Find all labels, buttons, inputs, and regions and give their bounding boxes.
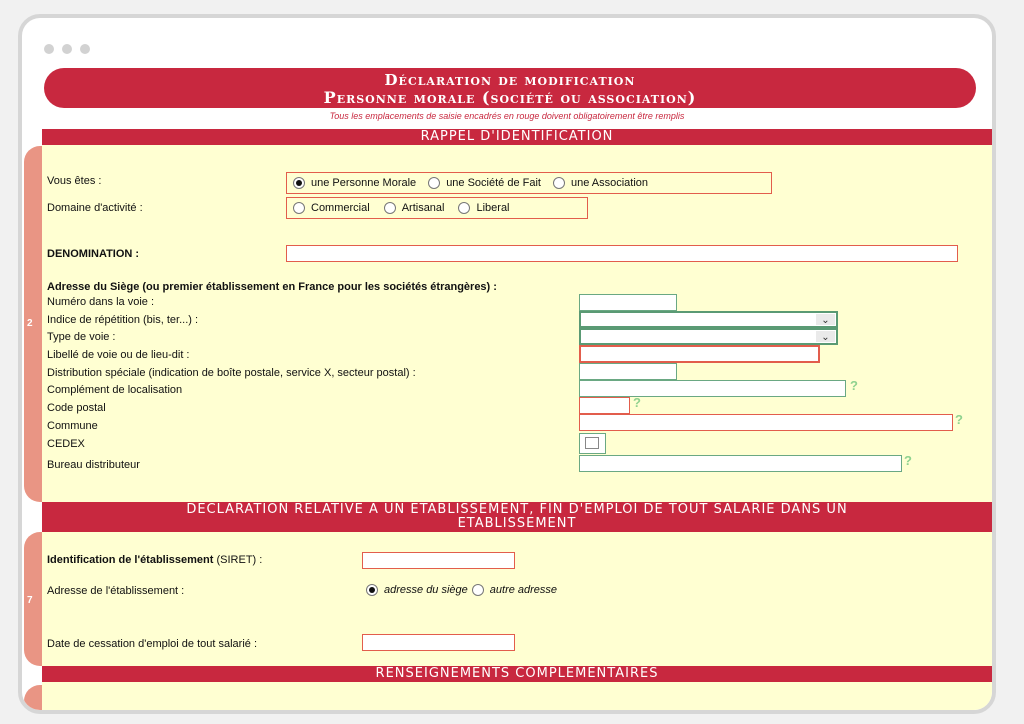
- denomination-input[interactable]: [286, 245, 958, 262]
- libelle-input[interactable]: [579, 345, 820, 363]
- chevron-down-icon[interactable]: ⌄: [816, 331, 835, 342]
- section-tab-identification: [24, 146, 42, 502]
- radio-label: Commercial: [311, 202, 370, 214]
- complement-input[interactable]: [579, 380, 846, 397]
- radio-unchecked-icon[interactable]: [384, 202, 396, 214]
- page-title-line1: Déclaration de modification: [384, 71, 636, 89]
- section-body-complementaires: [42, 682, 992, 714]
- distribution-input[interactable]: [579, 363, 677, 380]
- help-icon[interactable]: ?: [633, 395, 641, 410]
- adresse-etablissement-radio-group: [366, 584, 569, 596]
- siret-label-bold: Identification de l'établissement: [47, 554, 214, 566]
- section-tab-etablissement: [24, 532, 42, 666]
- cedex-label: CEDEX: [47, 438, 85, 450]
- radio-commercial[interactable]: [293, 202, 370, 214]
- section-body-etablissement: [42, 532, 992, 666]
- page-title-line2: Personne morale (société ou association): [323, 88, 697, 107]
- section-heading-complementaires: RENSEIGNEMENTS COMPLEMENTAIRES: [42, 666, 992, 682]
- radio-adresse-siege[interactable]: [366, 584, 468, 596]
- radio-unchecked-icon[interactable]: [458, 202, 470, 214]
- vous-etes-radio-group: [286, 172, 772, 194]
- radio-unchecked-icon[interactable]: [472, 584, 484, 596]
- page-title-banner: [44, 68, 976, 108]
- radio-liberal[interactable]: [458, 202, 509, 214]
- radio-association[interactable]: [553, 177, 648, 189]
- required-fields-notice: Tous les emplacements de saisie encadrés en rouge doivent obligatoirement être remplis: [329, 111, 685, 121]
- section-heading-etablissement: [42, 502, 992, 532]
- section-tab-complementaires: [24, 685, 42, 714]
- radio-label: Artisanal: [401, 202, 445, 214]
- domaine-radio-group: [286, 197, 588, 219]
- siret-input[interactable]: [362, 552, 515, 569]
- help-icon[interactable]: ?: [850, 378, 858, 393]
- radio-unchecked-icon[interactable]: [553, 177, 565, 189]
- date-cessation-input[interactable]: [362, 634, 515, 651]
- cedex-wrapper: [579, 433, 606, 454]
- section-body-identification: [42, 145, 992, 502]
- radio-artisanal[interactable]: [384, 202, 445, 214]
- radio-unchecked-icon[interactable]: [428, 177, 440, 189]
- type-voie-select[interactable]: [579, 328, 838, 345]
- radio-unchecked-icon[interactable]: [293, 202, 305, 214]
- denomination-label: DENOMINATION :: [47, 248, 140, 260]
- siret-label-rest: (SIRET) :: [213, 554, 263, 566]
- help-icon[interactable]: ?: [955, 412, 963, 427]
- libelle-label: Libellé de voie ou de lieu-dit :: [47, 349, 190, 361]
- domaine-label: Domaine d'activité :: [47, 202, 143, 214]
- section-number: 7: [27, 595, 33, 606]
- code-postal-label: Code postal: [47, 402, 106, 414]
- radio-label: une Personne Morale: [311, 177, 417, 189]
- heading-line1: DECLARATION RELATIVE A UN ETABLISSEMENT, FIN D'EMPLOI DE TOUT SALARIE DANS UN: [186, 502, 848, 517]
- distribution-label: Distribution spéciale (indication de boîte postale, service X, secteur postal) :: [47, 367, 416, 379]
- radio-label: une Société de Fait: [446, 177, 541, 189]
- siret-label: [47, 554, 262, 566]
- indice-label: Indice de répétition (bis, ter...) :: [47, 314, 199, 326]
- help-icon[interactable]: ?: [904, 453, 912, 468]
- numero-input[interactable]: [579, 294, 677, 311]
- heading-line2: ETABLISSEMENT: [457, 516, 577, 531]
- commune-input[interactable]: [579, 414, 953, 431]
- bureau-input[interactable]: [579, 455, 902, 472]
- radio-societe-de-fait[interactable]: [428, 177, 541, 189]
- cedex-checkbox[interactable]: [585, 437, 599, 449]
- adresse-siege-heading: Adresse du Siège (ou premier établissement en France pour les sociétés étrangères) :: [47, 281, 497, 293]
- radio-label: autre adresse: [489, 584, 558, 596]
- radio-label: Liberal: [476, 202, 510, 214]
- radio-personne-morale[interactable]: [293, 177, 416, 189]
- browser-window: [18, 14, 996, 714]
- radio-checked-icon[interactable]: [293, 177, 305, 189]
- radio-autre-adresse[interactable]: [472, 584, 557, 596]
- section-number: 2: [27, 318, 33, 329]
- radio-checked-icon[interactable]: [366, 584, 378, 596]
- radio-label: une Association: [570, 177, 649, 189]
- code-postal-input[interactable]: [579, 397, 630, 414]
- type-voie-label: Type de voie :: [47, 331, 116, 343]
- indice-select[interactable]: [579, 311, 838, 328]
- page-content: [22, 18, 992, 710]
- section-heading-identification: RAPPEL D'IDENTIFICATION: [42, 129, 992, 145]
- bureau-label: Bureau distributeur: [47, 459, 140, 471]
- vous-etes-label: Vous êtes :: [47, 175, 102, 187]
- numero-label: Numéro dans la voie :: [47, 296, 154, 308]
- radio-label: adresse du siège: [384, 584, 468, 596]
- date-cessation-label: Date de cessation d'emploi de tout salarié :: [47, 638, 257, 650]
- chevron-down-icon[interactable]: ⌄: [816, 314, 835, 325]
- commune-label: Commune: [47, 420, 98, 432]
- adresse-etablissement-label: Adresse de l'établissement :: [47, 585, 185, 597]
- complement-label: Complément de localisation: [47, 384, 183, 396]
